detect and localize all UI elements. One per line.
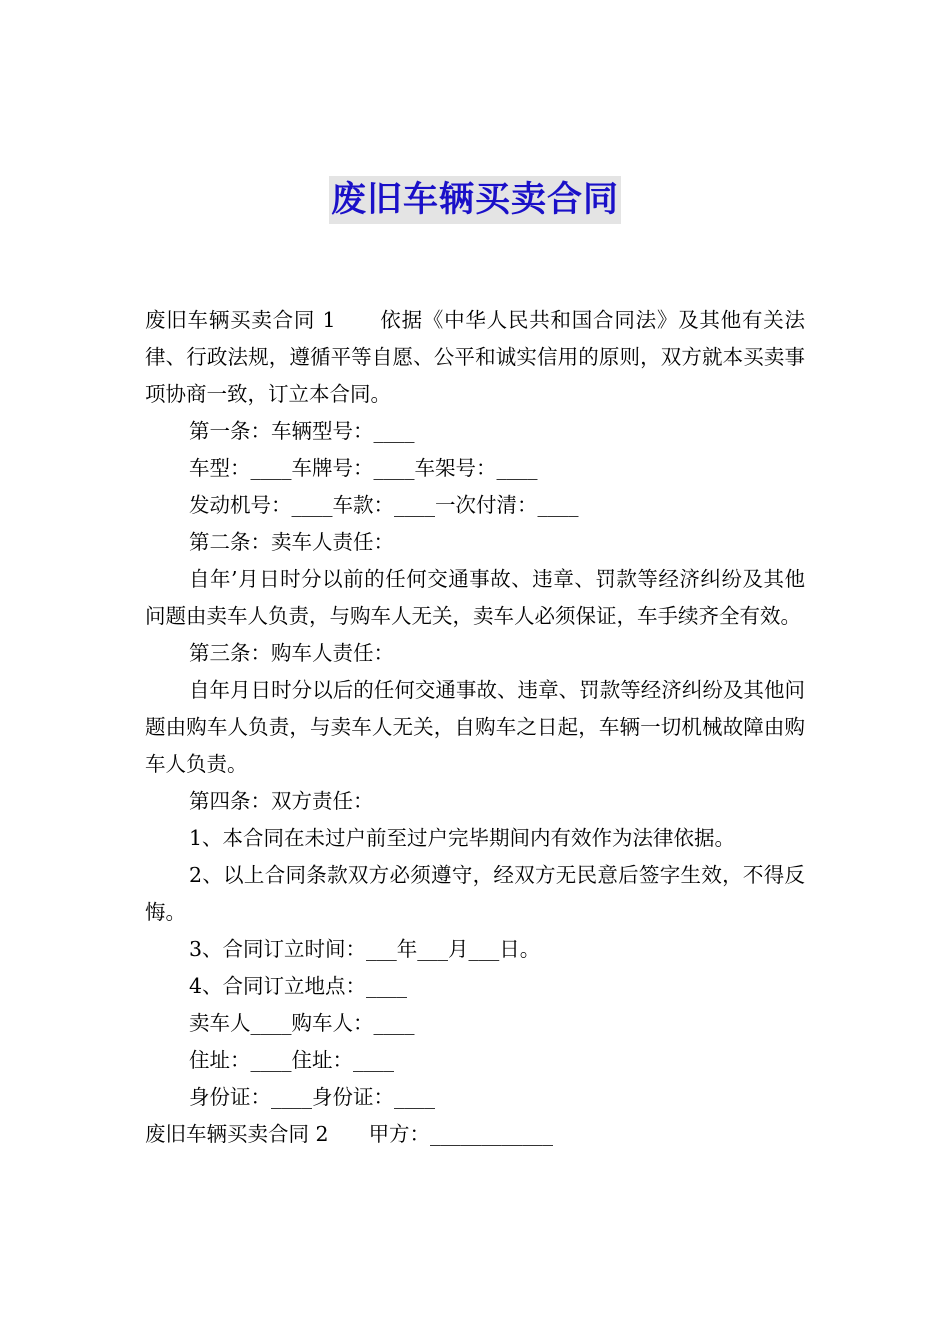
article-4-item-4: 4、合同订立地点：____ (189, 974, 408, 998)
article-4-item-2: 2、以上合同条款双方必须遵守，经双方无民意后签字生效，不得反悔。 (145, 863, 805, 924)
signature-parties: 卖车人____购车人：____ (189, 1011, 415, 1035)
article-2-heading: 第二条：卖车人责任： (189, 530, 394, 554)
article-1-line-2: 车型：____车牌号：____车架号：____ (189, 456, 538, 480)
article-2-text: 自年’月日时分以前的任何交通事故、违章、罚款等经济纠纷及其他问题由卖车人负责，与购车人无关，卖车人必须保证，车手续齐全有效。 (145, 567, 805, 628)
article-4-item-1: 1、本合同在未过户前至过户完毕期间内有效作为法律依据。 (189, 826, 736, 850)
article-1-line-3: 发动机号：____车款：____一次付清：____ (189, 493, 579, 517)
article-3-text: 自年月日时分以后的任何交通事故、违章、罚款等经济纠纷及其他问题由购车人负责，与卖车人无关，自购车之日起，车辆一切机械故障由购车人负责。 (145, 678, 805, 776)
document-title: 废旧车辆买卖合同 (329, 176, 621, 224)
contract-1-label: 废旧车辆买卖合同 1 (145, 308, 336, 332)
document-body (145, 302, 805, 1153)
contract-2-intro (145, 1116, 805, 1153)
article-4-heading: 第四条：双方责任： (189, 789, 374, 813)
signature-addresses: 住址：____住址：____ (189, 1048, 394, 1072)
article-3-heading: 第三条：购车人责任： (189, 641, 394, 665)
contract-2-label: 废旧车辆买卖合同 2 (145, 1122, 329, 1146)
signature-id-cards: 身份证：____身份证：____ (189, 1085, 435, 1109)
contract-2-party-a: 甲方：____________ (368, 1122, 554, 1146)
article-4-item-3: 3、合同订立时间：___年___月___日。 (189, 937, 541, 961)
contract-1-intro-text: 依据《中华人民共和国合同法》及其他有关法律、行政法规，遵循平等自愿、公平和诚实信用的原则，双方就本买卖事项协商一致，订立本合同。 (145, 308, 806, 406)
contract-1-intro (145, 302, 805, 413)
article-1-heading: 第一条：车辆型号：____ (189, 419, 415, 443)
title-container (0, 176, 950, 224)
